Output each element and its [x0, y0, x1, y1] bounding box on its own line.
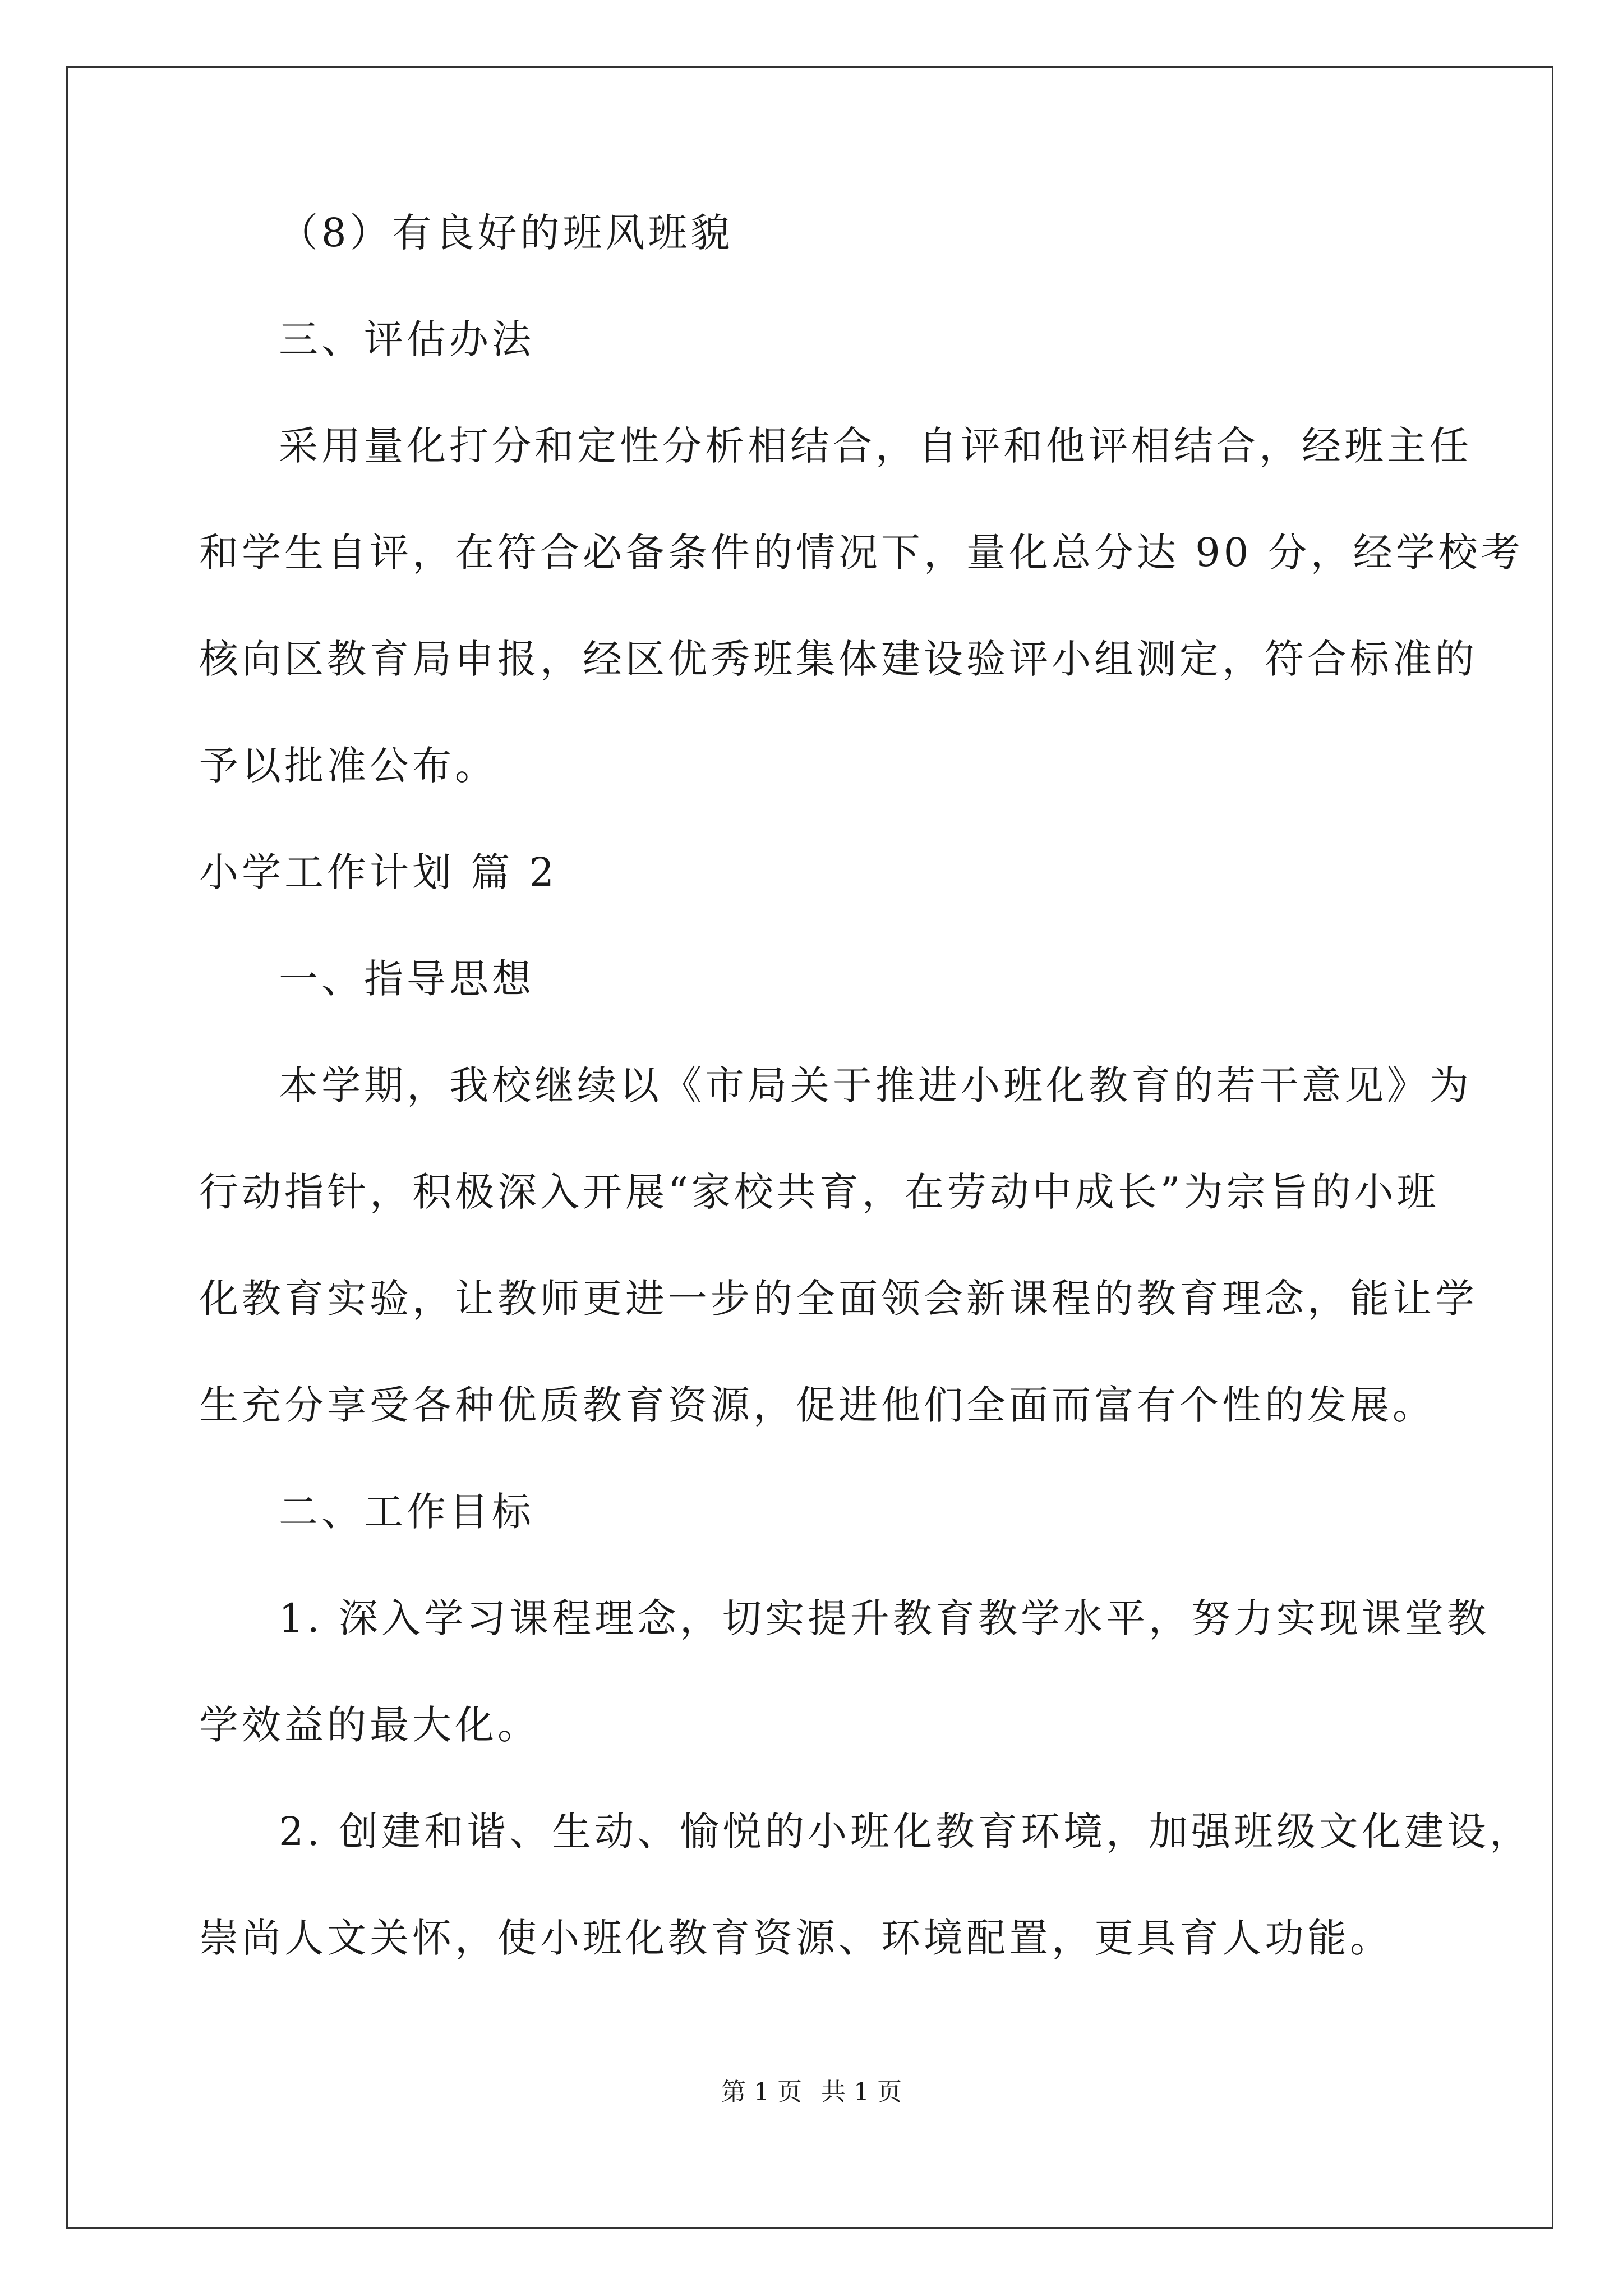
page-total: 共 1 页 — [821, 2078, 902, 2106]
page-border — [66, 66, 1553, 2229]
paragraph-line: 核向区教育局申报，经区优秀班集体建设验评小组测定，符合标准的 — [199, 636, 1478, 682]
paragraph-line: 本学期，我校继续以《市局关于推进小班化教育的若干意见》为 — [279, 1062, 1472, 1108]
page-number: 第 1 页 — [721, 2078, 802, 2106]
paragraph-line: 予以批准公布。 — [199, 743, 497, 789]
paragraph-line: 崇尚人文关怀，使小班化教育资源、环境配置，更具育人功能。 — [199, 1915, 1393, 1961]
page-footer — [0, 2076, 1623, 2109]
paragraph-line: 2. 创建和谐、生动、愉悦的小班化教育环境，加强班级文化建设， — [279, 1809, 1533, 1855]
section-heading-guiding-idea: 一、指导思想 — [279, 956, 534, 1002]
paragraph-line: 化教育实验，让教师更进一步的全面领会新课程的教育理念，能让学 — [199, 1276, 1478, 1322]
paragraph-line: 和学生自评，在符合必备条件的情况下，量化总分达 90 分，经学校考 — [199, 530, 1524, 576]
paragraph-line: 行动指针，积极深入开展“家校共育，在劳动中成长”为宗旨的小班 — [199, 1169, 1440, 1215]
paragraph-line: 生充分享受各种优质教育资源，促进他们全面而富有个性的发展。 — [199, 1382, 1435, 1428]
section-heading-goals: 二、工作目标 — [279, 1489, 534, 1535]
paragraph-item-8: （8）有良好的班风班貌 — [279, 210, 734, 256]
paragraph-line: 学效益的最大化。 — [199, 1702, 540, 1748]
paragraph-line: 1. 深入学习课程理念，切实提升教育教学水平，努力实现课堂教 — [279, 1595, 1490, 1641]
article-heading: 小学工作计划 篇 2 — [199, 849, 558, 895]
section-heading-evaluation: 三、评估办法 — [279, 316, 534, 362]
paragraph-line: 采用量化打分和定性分析相结合，自评和他评相结合，经班主任 — [279, 423, 1472, 469]
